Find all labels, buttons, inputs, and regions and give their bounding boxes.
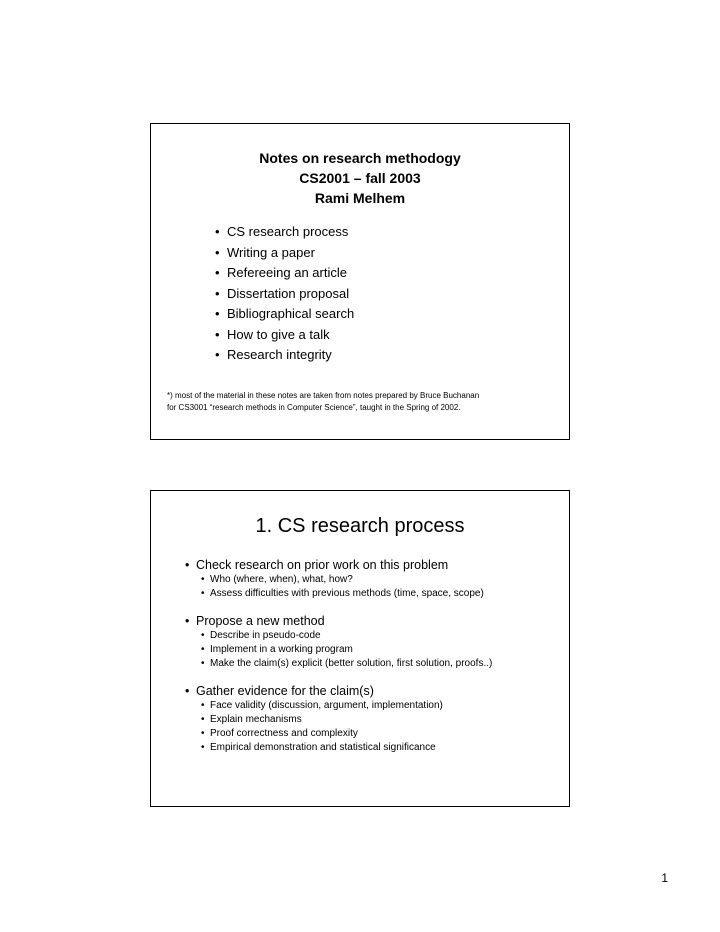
list-item: • Face validity (discussion, argument, implementation) — [201, 700, 443, 711]
sub-list — [185, 573, 559, 601]
slide-2 — [150, 490, 570, 807]
slide-1-title — [151, 148, 569, 208]
bullet-icon: • — [201, 728, 205, 739]
page-number: 1 — [661, 871, 668, 885]
bullet-icon: • — [215, 285, 220, 301]
bullet-icon: • — [215, 224, 220, 239]
slide-1 — [150, 123, 570, 440]
bullet-icon: • — [201, 742, 205, 753]
section-heading: • Gather evidence for the claim(s) — [185, 684, 374, 698]
bullet-icon: • — [185, 558, 190, 572]
list-item: • Research integrity — [215, 345, 354, 366]
list-item: • Writing a paper — [215, 243, 354, 264]
section-heading: • Propose a new method — [185, 614, 325, 628]
list-item: • Describe in pseudo-code — [201, 630, 321, 641]
list-item: • CS research process — [215, 222, 354, 243]
list-item: • Make the claim(s) explicit (better solution, first solution, proofs..) — [201, 658, 493, 669]
slide-2-content — [185, 557, 559, 767]
sub-list — [185, 629, 559, 671]
bullet-icon: • — [215, 347, 220, 362]
bullet-icon: • — [201, 714, 205, 725]
list-item: • Who (where, when), what, how? — [201, 574, 353, 585]
list-item: • Refereeing an article — [215, 263, 354, 284]
footnote-line: *) most of the material in these notes are taken from notes prepared by Bruce Buchanan — [167, 391, 480, 400]
list-item: • Proof correctness and complexity — [201, 728, 358, 739]
list-item: • Bibliographical search — [215, 304, 354, 325]
footnote-line: for CS3001 “research methods in Computer Science”, taught in the Spring of 2002. — [167, 403, 461, 412]
bullet-icon: • — [201, 658, 205, 669]
topics-list — [215, 222, 354, 366]
bullet-icon: • — [185, 684, 190, 698]
section-prior-work — [185, 557, 559, 601]
list-item: • Dissertation proposal — [215, 284, 354, 305]
section-heading: • Check research on prior work on this problem — [185, 558, 449, 572]
footnote — [167, 390, 561, 414]
bullet-icon: • — [201, 644, 205, 655]
title-line: CS2001 – fall 2003 — [299, 170, 421, 186]
section-new-method — [185, 613, 559, 671]
list-item: • How to give a talk — [215, 325, 354, 346]
sub-list — [185, 699, 559, 755]
bullet-icon: • — [201, 588, 205, 599]
list-item: • Empirical demonstration and statistical significance — [201, 742, 436, 753]
bullet-icon: • — [201, 700, 205, 711]
title-line: Rami Melhem — [314, 190, 406, 206]
bullet-icon: • — [201, 574, 205, 585]
bullet-icon: • — [201, 630, 205, 641]
title-line: Notes on research methodogy — [259, 150, 461, 166]
slide-2-title: 1. CS research process — [255, 515, 465, 537]
list-item: • Explain mechanisms — [201, 714, 302, 725]
bullet-icon: • — [215, 244, 220, 260]
bullet-icon: • — [185, 614, 190, 628]
section-evidence — [185, 683, 559, 755]
bullet-icon: • — [215, 326, 220, 342]
list-item: • Assess difficulties with previous methods (time, space, scope) — [201, 588, 484, 599]
list-item: • Implement in a working program — [201, 644, 353, 655]
bullet-icon: • — [215, 306, 220, 321]
bullet-icon: • — [215, 265, 220, 280]
